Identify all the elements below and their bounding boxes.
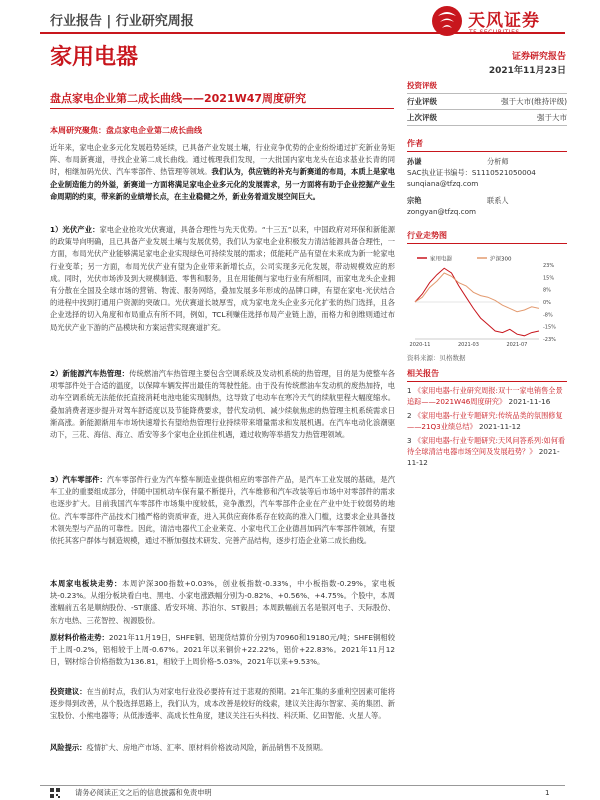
page-number: 1	[545, 788, 550, 797]
y-tick-label: 0%	[543, 300, 551, 306]
industry-title: 家用电器	[50, 45, 139, 70]
related-heading: 相关报告	[407, 368, 567, 382]
tf-securities-logo	[430, 4, 560, 44]
header-divider	[40, 32, 565, 34]
chart-heading: 行业走势图	[407, 230, 567, 244]
risk-paragraph: 风险提示：疫情扩大、房地产市场、汇率、原材料价格波动风险，新品销售不及预期。	[50, 743, 328, 752]
author-name: 宗艳	[407, 196, 422, 205]
auto-parts-paragraph: 3）汽车零部件：汽车零部件行业为汽车整车制造业提供相应的零部件产品，是汽车工业发展的基础，是汽车工业的重要组成部分，伴随中国机动车保有量不断提升，汽车维修和汽车改装等后市场中对零部件的需求也逐步扩大。目前我国汽车零部件市场集中度较低，竞争激烈，汽车零部件企业在产业中处于较弱势的地位。汽车零部件产品技术门槛严格的资质审查，进入其供应商体系存在较高的准入门槛，这要求企业具备技术领先型与产品的可靠性。因此，清洁电器代工企业莱克、小家电代工企业德昌加码汽车零部件领域，有望依托其客户群体与制造规模，通过不断加强技术研发、完善产品结构，逐步打造企业第二成长曲线。	[50, 475, 396, 546]
related-report-item[interactable]: 1 《家用电器-行业研究周报:双十一家电销售全景追踪——2021W46周度研究》 2021-11-16	[407, 386, 563, 406]
y-tick-label: -8%	[543, 312, 553, 319]
related-report-item[interactable]: 2 《家用电器-行业专题研究:传统品类的氛围修复——21Q3业绩总结》 2021-11-12	[407, 411, 563, 431]
author-email[interactable]: zongyan@tfzq.com	[407, 207, 477, 216]
materials-paragraph: 原材料价格走势：2021年11月19日，SHFE铜、铝现货结算价分别为70960和19180元/吨；SHFE铜相较于上周-0.2%，铝相较于上周-0.67%。2021年以来铜价+22.22%，铝价+22.83%。2021年11月12日，钢材综合价格指数为136.81，相较于上周价格-5.03%，2021年以来+9.53%。	[50, 633, 396, 667]
author-name: 孙谦	[407, 157, 422, 166]
author-block	[407, 156, 567, 217]
investment-advice-paragraph: 投资建议：在当前时点，我们认为对家电行业没必要持有过于悲观的预期。21年汇集的多重利空因素可能将逐步得到改善，从个股选择思路上，我们认为，成本改善是较好的线索，建议关注海尔智家、美的集团、新宝股份、小熊电器等；从低渗透率、高成长性角度，建议关注石头科技、科沃斯、亿田智能、火星人等。	[50, 687, 395, 721]
footer-divider	[40, 785, 565, 786]
x-tick-label: 2020-11	[409, 342, 431, 348]
cert-number: S1110521050004	[471, 168, 536, 177]
rating-value: 强于大市(维持评级)	[467, 94, 567, 110]
rating-label: 上次评级	[407, 110, 467, 126]
photovoltaic-paragraph: 1）光伏产业：家电企业抢攻光伏赛道，具备合理性与先天优势。“十三五”以来，中国政府对环保和新能源的政策导向明确，且已具备产业发展土壤与发展优势，我们认为家电企业积极发力清洁能源具备合理性，一方面，布局光伏产业能够满足家电企业实现绿色可持续发展的需求；低能耗产品有望在未来成为新一轮家电行业变革；另一方面，布局光伏产业有望为企业带来新增长点，公司实现多元化发展，带动规模效应的形成。同时，光伏市场涉及到大规模制造、零售和服务，且在用能侧与家电行业有所相同，而家电龙头企业拥有分散在全国及全球市场的营销、物流、服务网络，叠加发展多年形成的品牌口碑，有望在家电-光伏结合的进程中找到打通用户资源的突破口。光伏赛道长坡厚雪，成为家电龙头企业多元化扩张的热门选择，且各企业选择的切入角度和布局重点有所不同，例如，TCL利赚佳选择布局产业链上游，而格力和创维则通过布局光伏产业下游的产品模块和方案运营实现赛道扩充。	[50, 225, 396, 332]
rating-table	[407, 78, 567, 126]
report-title: 盘点家电企业第二成长曲线——2021W47周度研究	[50, 92, 307, 105]
chart-source: 资料来源：贝格数据	[407, 354, 466, 362]
logo-text-cn: 天风证券	[468, 11, 540, 31]
thermal-paragraph: 2）新能源汽车热管理：传统燃油汽车热管理主要包含空调系统及发动机系统的热管理，目的是为使整车各项零部件处于合适的温度，以保障车辆发挥出最佳的驾驶性能。由于没有传统燃油车发动机的废热加持，电动车空调系统无法能依托直接消耗电池电能实现制热，这导致了电动车在寒冷天气的续航里程大幅度缩水。叠加消费者逐步提升对驾车舒适度以及节能降费要求，替代发动机、减少续航焦虑的热管理主机系统需求日渐高涨。新能源渐用车市场快速增长有望给热管理行业持续带来增量需求和发展机遇。在汽车电动化浪潮驱动下，三花、海信、海立、盾安等多个家电企业抓住机遇，通过收购等举措发力热管理领域。	[50, 369, 396, 440]
sidebar	[407, 78, 567, 240]
x-tick-label: 2021-07	[506, 342, 528, 348]
related-reports	[407, 368, 567, 468]
legend-label: 家用电器	[430, 256, 453, 263]
author-heading: 作者	[407, 138, 567, 152]
sector-trend-paragraph: 本周家电板块走势：本周沪深300指数+0.03%，创业板指数-0.33%，中小板指数-0.29%，家电板块-0.23%。从细分板块看白电、黑电、小家电涨跌幅分别为-0.82%、+0.56%、+4.75%。个股中，本周涨幅前五名是顺纳股份、-ST康盛、盾安环境、苏泊尔、ST毅昌；本周跌幅前五名是银河电子、天际股份、东方电热、三花智控、视源股份。	[50, 579, 395, 625]
y-tick-label: 15%	[543, 275, 555, 282]
disclaimer-note: 请务必阅读正文之后的信息披露和免责申明	[75, 788, 212, 797]
focus-heading: 本周研究聚焦：盘点家电企业第二成长曲线	[50, 126, 202, 135]
cert-label: SAC执业证书编号：	[407, 168, 472, 177]
y-tick-label: -15%	[543, 324, 556, 331]
report-type: 证券研究报告	[511, 52, 566, 62]
intro-paragraph: 近年来，家电企业多元化发展趋势延续，已具备产业发展土壤，行业竞争优势的企业纷纷通过扩充新业务矩阵、布局新赛道，寻找企业第二成长曲线。通过梳理我们发现，一大批国内家电龙头在追求基业长青的同时，相继加码光伏、汽车零部件、热管理等领域。我们认为，供应链的补充与新赛道的布局，本质上是家电企业制造能力的外溢，新赛道一方面将满足家电企业多元化的发展需求，另一方面将有助于企业挖掘产业生命周期的约束，带来新的业绩增长点，在主业稳健之外，新业务着道发展空间巨大。	[50, 143, 396, 201]
rating-heading: 投资评级	[407, 78, 467, 94]
related-report-item[interactable]: 3 《家用电器-行业专题研究:天风问答系列:如何看待全球清洁电器市场空间及发展趋势？》 2021-11-12	[407, 436, 566, 467]
rating-label: 行业评级	[407, 94, 467, 110]
author-role: 分析师	[487, 157, 509, 166]
title-divider	[50, 108, 394, 109]
y-tick-label: 8%	[543, 287, 551, 294]
industry-trend-chart	[407, 253, 567, 353]
report-category: 行业报告 | 行业研究周报	[50, 14, 194, 29]
author-role: 联系人	[487, 196, 509, 205]
report-date: 2021年11月23日	[488, 66, 566, 76]
y-tick-label: -23%	[543, 337, 556, 343]
author-email[interactable]: sunqiana@tfzq.com	[407, 179, 479, 188]
rating-value: 强于大市	[467, 110, 567, 126]
y-tick-label: 23%	[543, 263, 555, 269]
qr-code-icon	[50, 788, 60, 798]
legend-label: 沪深300	[490, 256, 512, 263]
x-tick-label: 2021-03	[457, 342, 479, 348]
